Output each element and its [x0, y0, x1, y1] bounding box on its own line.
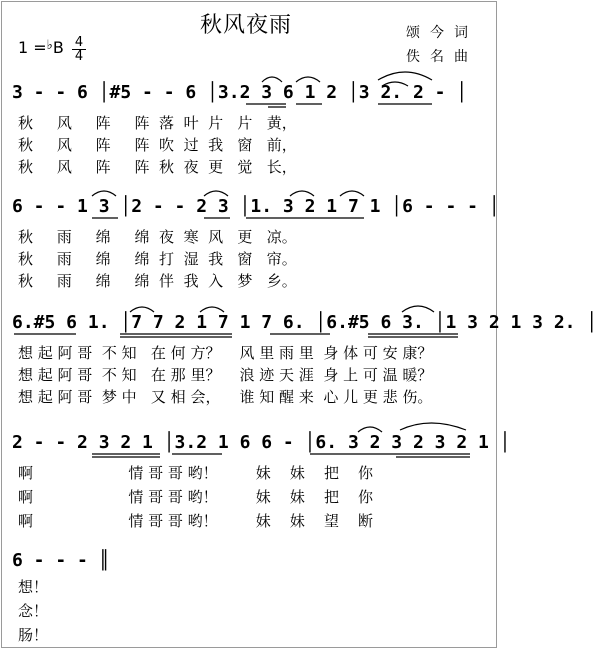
lyricist-credit: 颂今词 — [406, 25, 478, 41]
lyric-line-4-1: 啊 情 哥 哥 哟！ 妹 妹 把 你 — [18, 464, 374, 482]
lyric-line-2-2: 秋 雨 绵 绵 打 湿 我 窗 帘。 — [18, 250, 297, 268]
slur — [130, 307, 154, 312]
notation-line-2: 6 - - 1 3 │2 - - 2 3 │1. 3 2 1 7 1 │6 - - - │ — [12, 196, 500, 217]
time-bottom: 4 — [74, 49, 84, 64]
slur — [358, 427, 382, 432]
slur — [296, 77, 320, 82]
slur — [378, 72, 432, 80]
lyric-line-4-2: 啊 情 哥 哥 哟！ 妹 妹 把 你 — [18, 488, 374, 506]
lyric-line-5-3: 肠！ — [18, 626, 49, 644]
lyric-line-5-1: 想！ — [18, 578, 49, 596]
slur — [290, 191, 314, 196]
slur — [400, 423, 466, 430]
lyric-line-3-1: 想 起 阿 哥 不 知 在 何 方？ 风 里 雨 里 身 体 可 安 康？ — [18, 344, 433, 362]
lyric-line-1-2: 秋 风 阵 阵 吹 过 我 窗 前， — [18, 136, 297, 154]
key-prefix: 1 = — [18, 38, 47, 57]
composer-credit: 佚名曲 — [406, 49, 478, 65]
slur — [262, 77, 282, 82]
notation-line-5: 6 - - - ║ — [12, 550, 110, 571]
flat-sign: ♭ — [46, 38, 53, 53]
notation-line-3: 6.#5 6 1. │7 7 2 1 7 1 7 6. │6.#5 6 3. │1 3 2 1 3 2. │ — [12, 312, 597, 333]
notation-line-4: 2 - - 2 3 2 1 │3.2 1 6 6 - │6. 3 2 3 2 3 2 1 │ — [12, 432, 511, 453]
lyric-line-1-1: 秋 风 阵 阵 落 叶 片 片 黄， — [18, 114, 297, 132]
slur — [92, 191, 116, 196]
notation-line-1: 3 - - 6 │#5 - - 6 │3.2 3 6 1 2 │3 2. 2 - │ — [12, 82, 468, 103]
slur — [204, 191, 228, 196]
lyric-line-3-2: 想 起 阿 哥 不 知 在 那 里？ 浪 迹 天 涯 身 上 可 温 暖？ — [18, 366, 433, 384]
slur — [340, 191, 364, 196]
song-title: 秋风夜雨 — [200, 13, 293, 38]
slur — [382, 82, 408, 86]
lyric-line-3-3: 想 起 阿 哥 梦 中 又 相 会， 谁 知 醒 来 心 儿 更 悲 伤。 — [18, 388, 433, 406]
lyric-line-2-3: 秋 雨 绵 绵 伴 我 入 梦 乡。 — [18, 272, 297, 290]
time-top: 4 — [74, 35, 84, 50]
lyric-line-5-2: 念！ — [18, 602, 49, 620]
lyric-line-1-3: 秋 风 阵 阵 秋 夜 更 觉 长， — [18, 158, 297, 176]
lyric-line-2-1: 秋 雨 绵 绵 夜 寒 风 更 凉。 — [18, 228, 297, 246]
lyric-line-4-3: 啊 情 哥 哥 哟！ 妹 妹 望 断 — [18, 512, 374, 530]
slur — [200, 307, 224, 312]
slur — [402, 306, 434, 312]
key-note: B — [52, 38, 64, 57]
